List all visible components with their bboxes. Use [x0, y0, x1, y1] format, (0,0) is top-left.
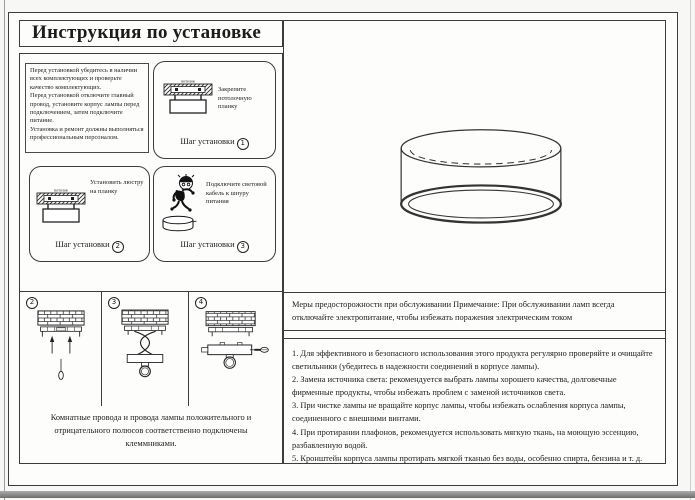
diagram-panel-3: [102, 292, 189, 406]
intro-paragraph: Перед установкой убедитесь в наличии всех комплектующих и проверьте качество комплектующих.: [30, 67, 138, 91]
step-box-2: [29, 166, 150, 262]
wiring-note: Комнатные провода и провода лампы положительного и отрицательного полюсов соответственно подключены клеммниками.: [50, 413, 252, 448]
intro-paragraph: Установка и ремонт должны выполняться профессиональным персоналом.: [30, 125, 144, 142]
step-label: [30, 240, 149, 254]
right-panel: [283, 20, 666, 464]
step-box-3: [153, 166, 276, 262]
scan-edge-bottom: [0, 491, 695, 498]
maintenance-list: [284, 338, 665, 463]
diagram-number-badge: 4: [195, 297, 207, 309]
drum-lampshade-icon: [159, 215, 197, 233]
page-title: Инструкция по установке: [32, 22, 262, 43]
mount-bracket-screws-diagram: [29, 306, 93, 394]
step-caption: Установить люстру на планку: [90, 179, 144, 195]
left-panel: [19, 53, 283, 464]
step-label-text: Шаг установки: [180, 239, 235, 249]
step-number-badge: 2: [112, 241, 124, 253]
step-caption: Закрепите потолочную планку: [218, 86, 252, 111]
drum-lamp-drawing: [392, 126, 570, 230]
title-box: [19, 20, 283, 47]
step-label: [154, 240, 275, 254]
ceiling-label: потолок: [54, 187, 68, 193]
diagram-panel-2: [20, 292, 102, 406]
maintenance-item: 5. Кронштейн корпуса лампы протирать мягкой тканью без воды, особенно спирта, бензина и т. д.: [292, 453, 643, 463]
diagram-strip: [20, 291, 282, 406]
step-number-badge: 1: [237, 138, 249, 150]
electrician-figure-icon: [166, 174, 202, 212]
precaution-box: [284, 292, 665, 331]
ceiling-bracket-icon: [162, 78, 214, 122]
intro-box: [25, 63, 149, 153]
maintenance-item: 2. Замена источника света: рекомендуется выбрать лампы хорошего качества, долговечные фирменные продукты, чтобы избежать проблем с заменой источников света.: [292, 375, 617, 398]
precaution-text: Меры предосторожности при обслуживании Примечание: При обслуживании ламп всегда отключайте электропитание, чтобы избежать поражения электрическим током: [292, 300, 615, 322]
intro-paragraph: Перед установкой отключите главный провод, установите корпус лампы перед подключением, затем подключите питание.: [30, 92, 140, 125]
step-label: [154, 137, 275, 151]
maintenance-item: 3. При чистке лампы не вращайте корпус лампы, чтобы избежать ослабления корпуса лампы, соединенного с внешними винтами.: [292, 401, 626, 424]
step-number-badge: 3: [237, 241, 249, 253]
ceiling-label: потолок: [181, 78, 195, 84]
ceiling-bracket-icon: [35, 187, 87, 231]
page-border: [8, 12, 678, 486]
diagram-number-badge: 3: [108, 297, 120, 309]
diagram-panel-4: [189, 292, 281, 406]
step-label-text: Шаг установки: [180, 136, 235, 146]
step-label-text: Шаг установки: [55, 239, 110, 249]
scan-edge-left: [4, 0, 5, 500]
step-caption: Подключите световой кабель к шнуру питания: [206, 181, 267, 206]
wiring-connection-diagram: [113, 306, 177, 394]
diagram-number-badge: 2: [26, 297, 38, 309]
step-box-1: [153, 61, 276, 159]
maintenance-item: 4. При протирании плафонов, рекомендуется использовать мягкую ткань, на моющую эссенцию, разбавленную водой.: [292, 427, 639, 450]
maintenance-item: 1. Для эффективного и безопасного использования этого продукта регулярно проверяйте и очищайте светильники (убедитесь в надежности соединений в корпусе лампы).: [292, 349, 653, 372]
scan-edge-right: [690, 0, 691, 500]
fasten-body-screwdriver-diagram: [199, 306, 271, 391]
